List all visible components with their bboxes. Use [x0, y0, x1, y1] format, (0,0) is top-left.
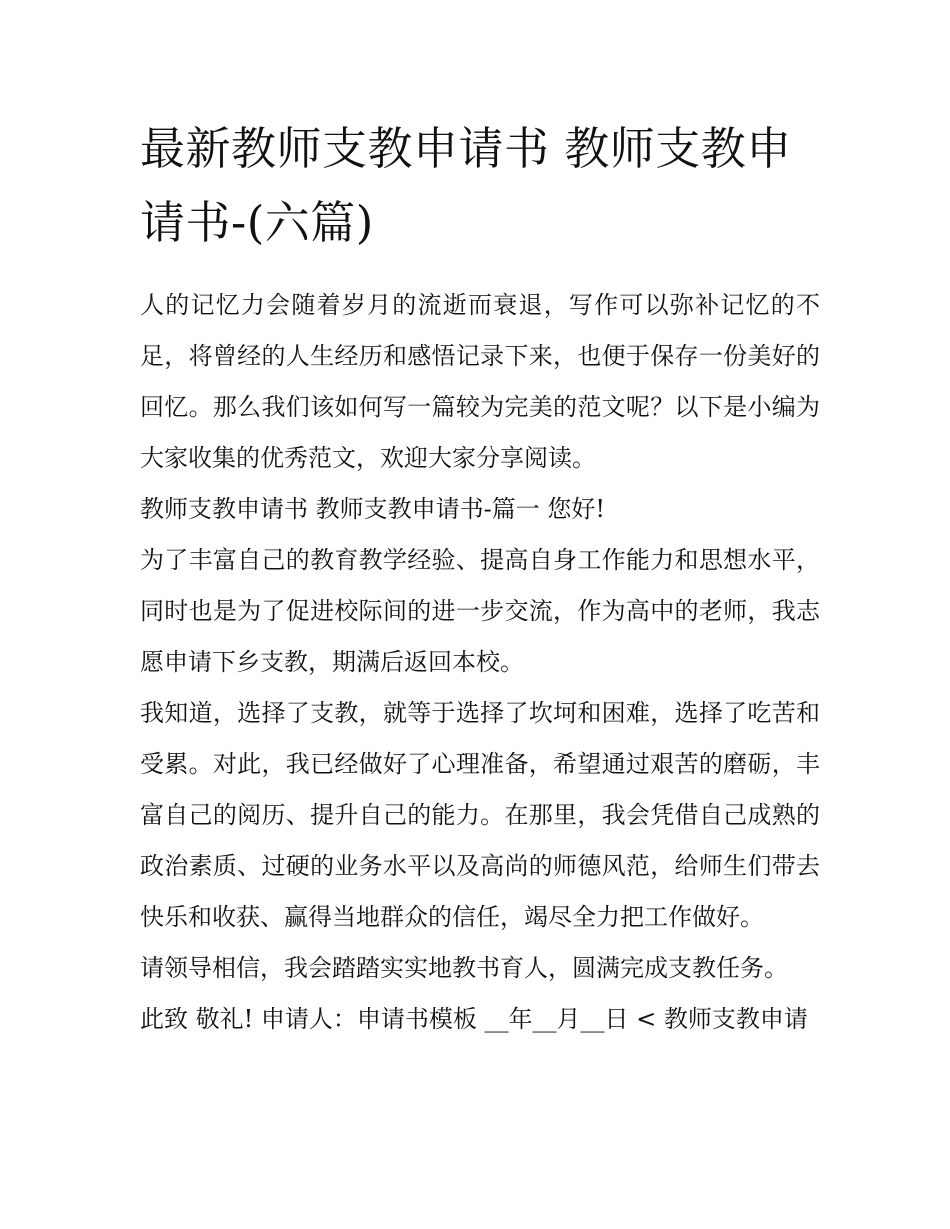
- document-body: [140, 280, 820, 1045]
- document-content: [140, 112, 820, 1045]
- body-paragraph: 请领导相信，我会踏踏实实地教书育人，圆满完成支教任务。: [140, 954, 788, 982]
- body-paragraph: 为了丰富自己的教育教学经验、提高自身工作能力和思想水平，同时也是为了促进校际间的进一步交流，作为高中的老师，我志愿申请下乡支教，期满后返回本校。: [140, 546, 820, 676]
- section-heading: 教师支教申请书 教师支教申请书-篇一 您好!: [140, 495, 606, 523]
- document-title: 最新教师支教申请书 教师支教申请书-(六篇): [140, 122, 792, 249]
- closing-line: 此致 敬礼! 申请人：申请书模板 __年__月__日 < 教师支教申请: [140, 1005, 808, 1033]
- intro-paragraph: 人的记忆力会随着岁月的流逝而衰退，写作可以弥补记忆的不足，将曾经的人生经历和感悟记录下来，也便于保存一份美好的回忆。那么我们该如何写一篇较为完美的范文呢？以下是小编为大家收集的优秀范文，欢迎大家分享阅读。: [140, 291, 820, 472]
- body-paragraph: 我知道，选择了支教，就等于选择了坎坷和困难，选择了吃苦和受累。对此，我已经做好了心理准备，希望通过艰苦的磨砺，丰富自己的阅历、提升自己的能力。在那里，我会凭借自己成熟的政治素质、过硬的业务水平以及高尚的师德风范，给师生们带去快乐和收获、赢得当地群众的信任，竭尽全力把工作做好。: [140, 699, 820, 931]
